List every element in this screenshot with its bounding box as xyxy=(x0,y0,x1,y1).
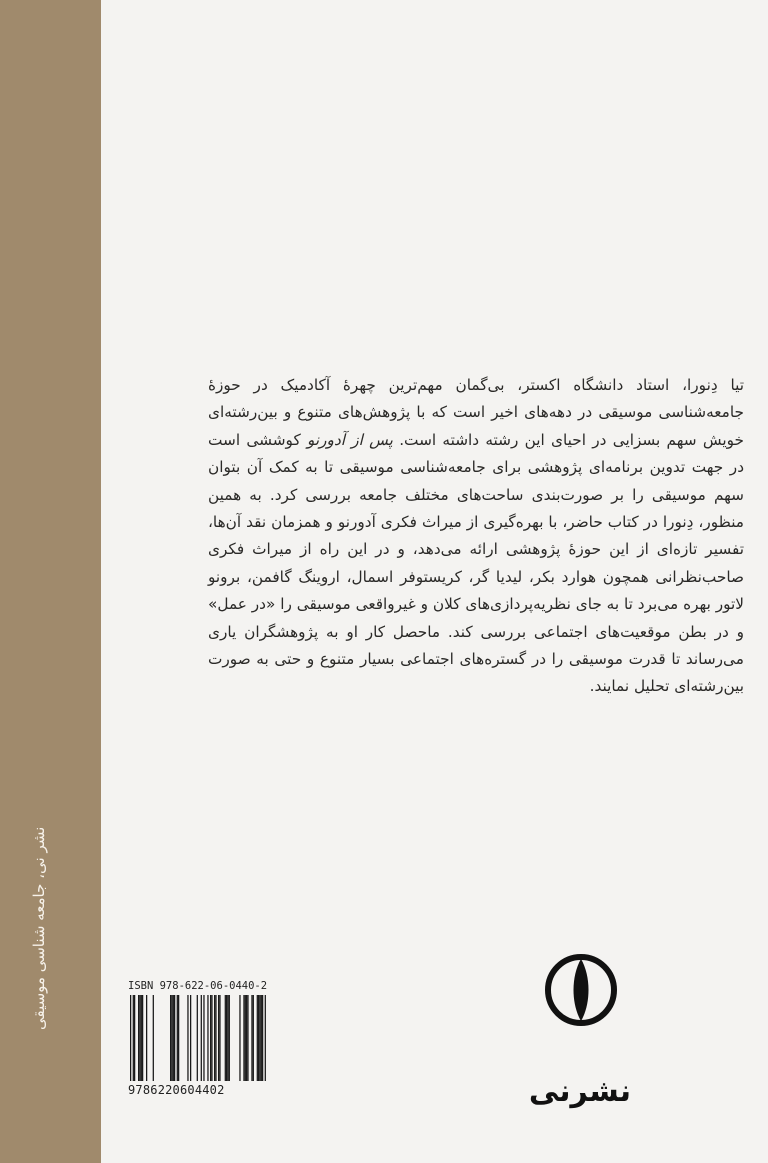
book-title-italic: پس از آدورنو xyxy=(307,430,393,449)
isbn-digits: 9786220604402 xyxy=(128,1083,225,1097)
blurb-paragraph xyxy=(208,372,744,701)
isbn-label: ISBN 978-622-06-0440-2 xyxy=(128,980,268,992)
nashr-ney-logo-icon xyxy=(545,948,617,1064)
isbn-barcode-block xyxy=(128,980,268,1108)
back-cover-blurb xyxy=(208,372,744,701)
blurb-part-1: تیا دِنورا، استاد دانشگاه اکستر، بی‌گمان مهم‌ترین چهرهٔ آکادمیک در حوزهٔ جامعه‌شناسی موسیقی در دهه‌های اخیر است که با پژوهش‌های متنوع و بین‌رشته‌ای خویش سهم بسزایی در احیای این رشته داشته است. xyxy=(208,376,744,449)
spine-text: نشر نی، جامعه شناسی موسیقی xyxy=(30,826,48,1030)
publisher-name: نشرنی xyxy=(528,1074,631,1109)
book-spine-strip xyxy=(0,0,101,1163)
barcode-image xyxy=(128,995,268,1083)
blurb-part-2: کوششی است در جهت تدوین برنامه‌ای پژوهشی برای جامعه‌شناسی موسیقی تا به کمک آن بتوان سهم موسیقی را بر صورت‌بندی ساحت‌های مختلف جامعه بررسی کرد. به همین منظور، دِنورا در کتاب حاضر، با بهره‌گیری از میراث فکری آدورنو و همزمان نقد آن‌ها، تفسیر تازه‌ای از این حوزهٔ پژوهشی ارائه می‌دهد، و در این راه از میراث فکری صاحب‌نظرانی همچون هوارد بکر، لیدیا گر، کریستوفر اسمال، اروینگ گافمن، برونو لاتور بهره می‌برد تا به جای نظریه‌پردازی‌های کلان و غیرواقعی موسیقی را «در عمل» و در بطن موقعیت‌های اجتماعی بررسی کند. ماحصل کار او به پژوهشگران یاری می‌رساند تا قدرت موسیقی را در گستره‌های اجتماعی بسیار متنوع و حتی به صورت بین‌رشته‌ای تحلیل نمایند. xyxy=(208,430,744,696)
